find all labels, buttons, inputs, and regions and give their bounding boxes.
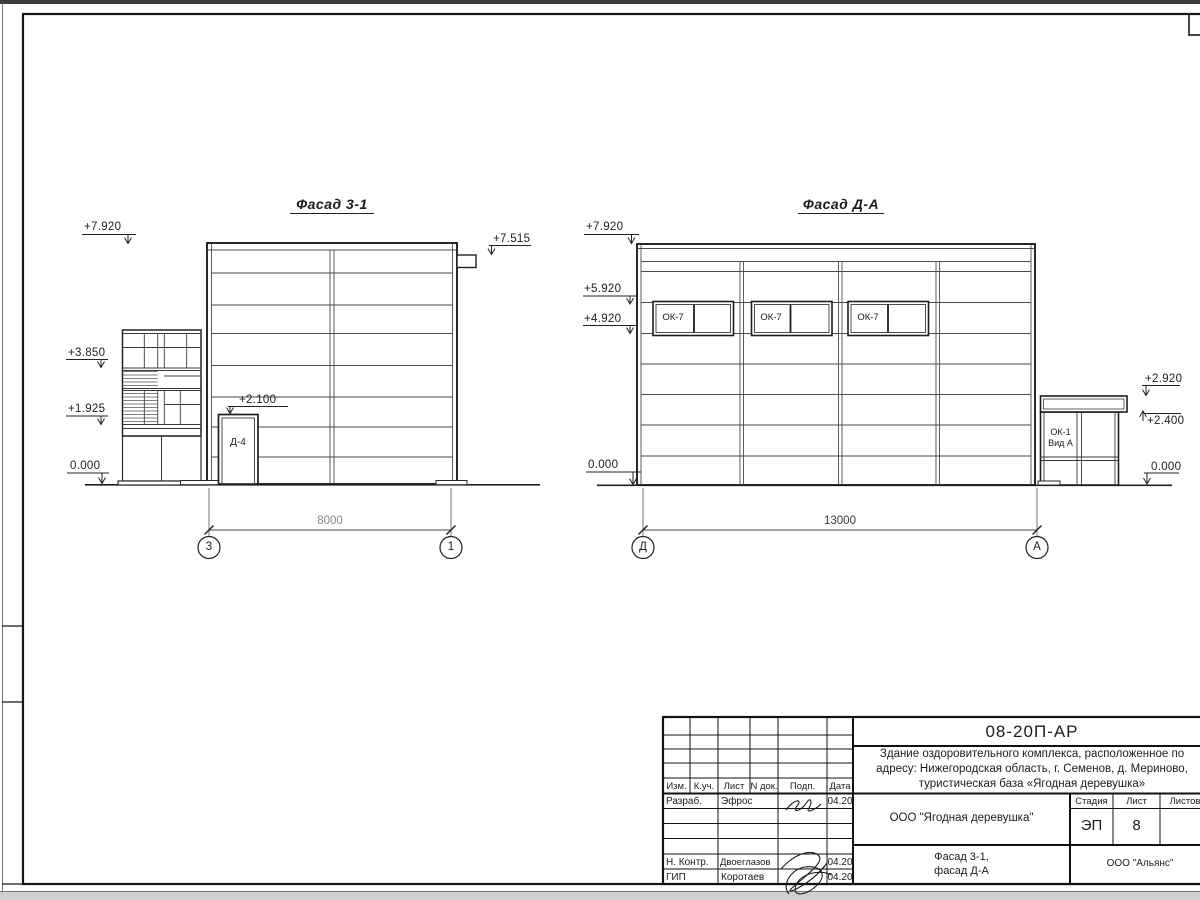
titleblock-col-list: Лист (723, 781, 745, 792)
elevation-label: +1.925 (68, 403, 106, 415)
grid-axis-label: А (1033, 541, 1041, 553)
titleblock-name: Коротаев (721, 871, 765, 883)
door-label: Д-4 (230, 437, 246, 448)
elevation-label: +4.920 (584, 312, 622, 325)
elevation-label: +2.920 (1145, 372, 1183, 385)
titleblock-date: 04.20 (827, 856, 853, 868)
window-label: ОК-7 (857, 312, 879, 323)
sheet-title-line1: Фасад 3-1, (934, 851, 989, 863)
door-d4 (219, 415, 259, 485)
project-description-line2: адресу: Нижегородская область, г. Семенов, д. Мериново, (876, 763, 1188, 775)
document-number: 08-20П-АР (985, 722, 1079, 741)
titleblock-col-data: Дата (829, 781, 851, 792)
roof-vent (457, 255, 476, 268)
titleblock-col-izm: Изм. (666, 781, 687, 792)
window-label: ОК-7 (760, 312, 782, 323)
dimension-text: 13000 (824, 515, 856, 527)
titleblock-role: Н. Контр. (666, 856, 709, 868)
stage-value: ЭП (1080, 817, 1103, 834)
titleblock-date: 04.20 (827, 796, 853, 807)
elevation-label: 0.000 (588, 459, 619, 471)
window-label: ОК-7 (662, 312, 684, 323)
sheet-title-line2: фасад Д-А (934, 865, 989, 877)
elevation-label: +7.515 (493, 232, 531, 245)
titleblock-date: 04.20 (827, 871, 853, 883)
client-name: ООО "Ягодная деревушка" (889, 812, 1034, 824)
elevation-label: +5.920 (584, 283, 622, 295)
elevation-label: +2.400 (1147, 414, 1185, 427)
elevation-label: 0.000 (70, 460, 101, 472)
titleblock-col-podp: Подп. (789, 781, 816, 792)
titleblock-role: Разраб. (666, 796, 703, 807)
elevation-label: +7.920 (586, 221, 624, 233)
elevation-label: 0.000 (1151, 460, 1182, 473)
facade-3-1-drawing (66, 232, 540, 559)
plinth (436, 481, 467, 485)
plinth (1038, 481, 1060, 485)
grid-axis-label: 3 (205, 541, 213, 553)
grid-axis-label: 1 (447, 541, 455, 553)
grid-axis-label: Д (639, 541, 647, 553)
project-description-line3: туристическая база «Ягодная деревушка» (918, 778, 1146, 790)
titleblock-name: Эфрос (721, 796, 753, 807)
project-description-line1: Здание оздоровительного комплекса, расположенное по (879, 748, 1185, 760)
dimension-text: 8000 (317, 515, 343, 527)
titleblock-col-ndok: N док. (750, 781, 778, 792)
elevation-label: +3.850 (68, 346, 106, 359)
sheets-label: Листов (1169, 796, 1200, 807)
stair-annex (118, 330, 205, 485)
sheet-label: Лист (1126, 796, 1147, 807)
elevation-label: +2.100 (239, 393, 277, 406)
annex-canopy (1041, 396, 1128, 412)
annex-view-label: Вид А (1048, 438, 1073, 448)
windows-ok7 (653, 302, 929, 336)
facade-right-title: Фасад Д-А (798, 196, 884, 214)
facade-d-a-drawing (583, 235, 1181, 559)
contractor-name: ООО "Альянс" (1106, 858, 1174, 869)
building-outline (637, 244, 1035, 485)
stage-label: Стадия (1075, 796, 1108, 807)
titleblock-name: Двоеглазов (720, 856, 771, 868)
sheet-number: 8 (1132, 817, 1141, 834)
titleblock-role: ГИП (666, 871, 686, 883)
facade-left-title: Фасад 3-1 (290, 196, 374, 214)
annex-window-label: ОК-1 (1050, 427, 1071, 437)
elevation-label: +7.920 (84, 221, 122, 233)
titleblock-col-kuch: К.уч. (693, 781, 715, 792)
top-right-stamp-box (1189, 14, 1200, 35)
